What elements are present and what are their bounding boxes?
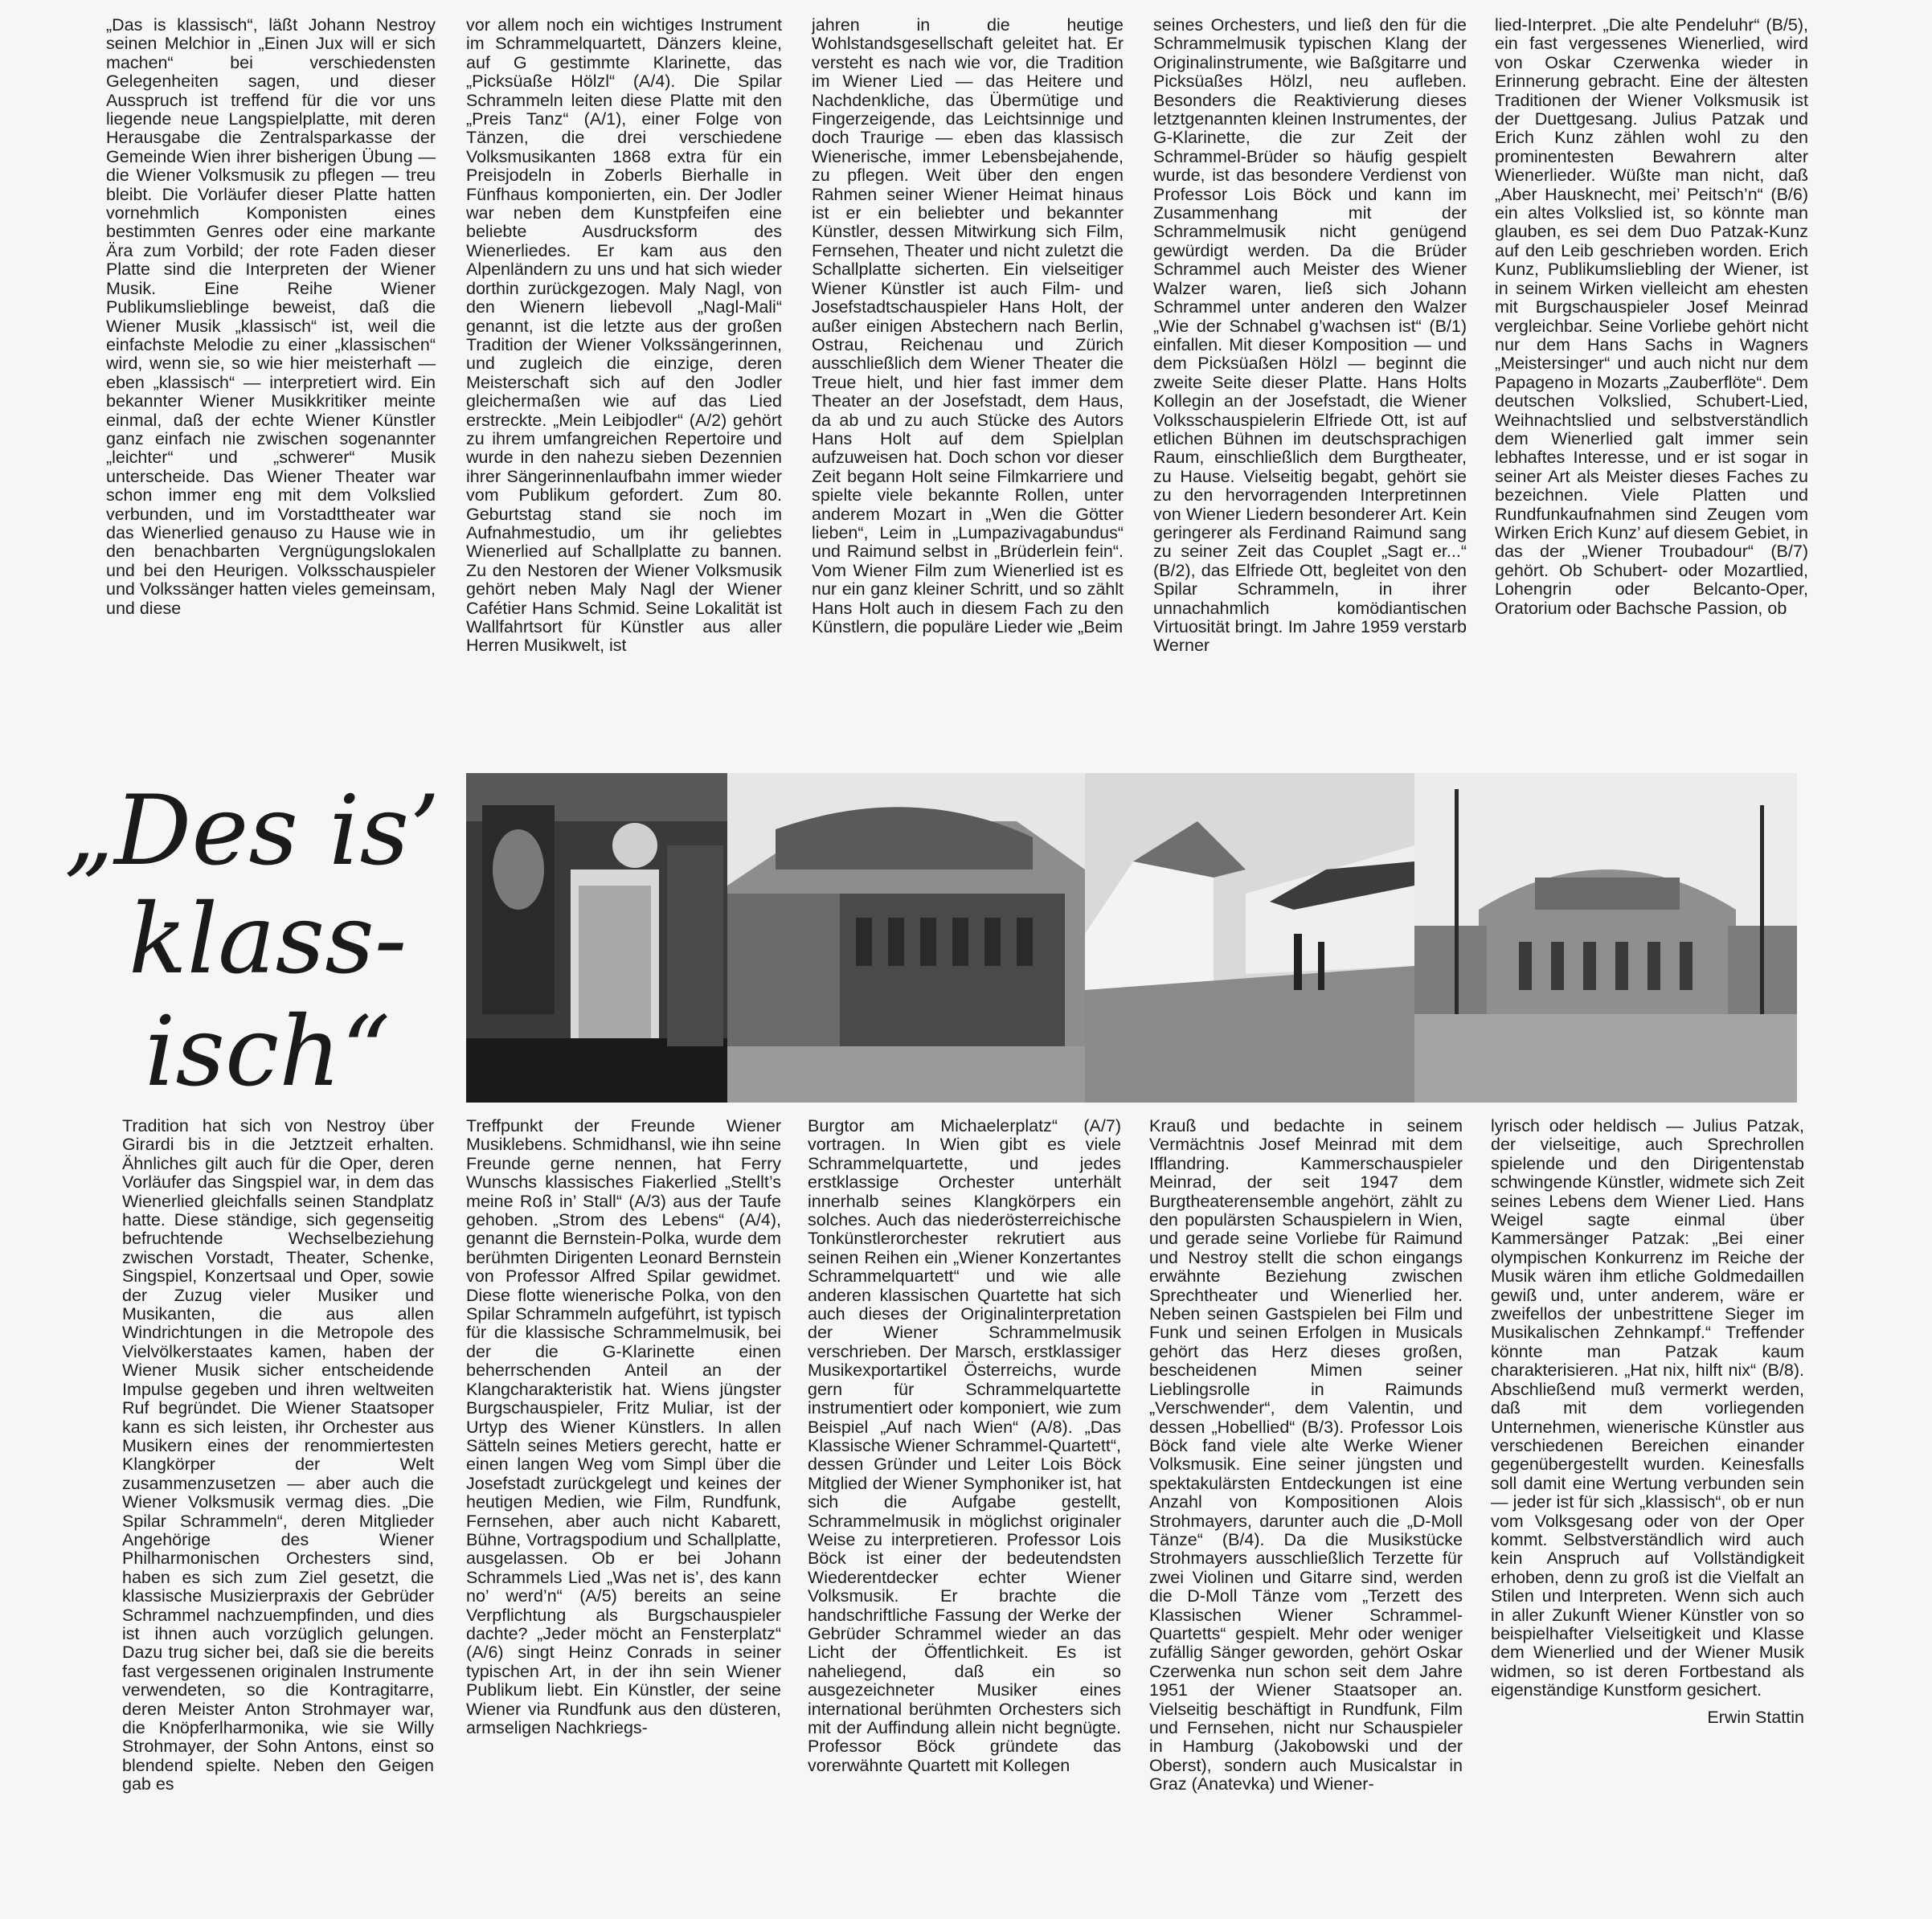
title-line-1: „Des is’ — [64, 775, 440, 887]
title-line-3: isch“ — [145, 996, 391, 1108]
photo-strip — [466, 773, 1797, 1103]
burgtheater-photo — [1414, 773, 1797, 1103]
column-top-3: jahren in die heutige Wohlstandsgesellschaft geleitet hat. Er versteht es nach wie vor, die Tradition im Wiener Lied — das Heitere und Nachdenkliche, das Übermütige und Fingerzeigende, das Leichtsinnige und doch Traurige — eben das klassisch Wienerische, immer Lebensbejahende, zu pflegen. Weit über den engen Rahmen seiner Wiener Heimat hinaus ist er ein beliebter und bekannter Künstler, dessen Mitwirkung sich Film, Fernsehen, Theater und nicht zuletzt die Schallplatte sicherten. Ein vielseitiger Wiener Künstler ist auch Film- und Josefstadtschauspieler Hans Holt, der außer einigen Abstechern nach Berlin, Ostrau, Reichenau und Zürich ausschließlich dem Wiener Theater die Treue hielt, und hier fast immer dem Theater an der Josefstadt, dem Haus, da ab und zu auch Stücke des Autors Hans Holt auf dem Spielplan aufzuweisen hat. Doch schon vor dieser Zeit begann Holt seine Filmkarriere und spielte viele bekannte Rollen, unter anderem Mozart in „Wen die Götter lieben“, Leim in „Lumpazivagabundus“ und Raimund selbst in „Brüderlein fein“. Vom Wiener Film zum Wienerlied ist es nur ein ganz kleiner Schritt, und so zählt Hans Holt auch in diesem Fach zu den Künstlern, die populäre Lieder wie „Beim — [812, 16, 1124, 636]
column-bottom-4: Krauß und bedachte in seinem Vermächtnis Josef Meinrad mit dem Ifflandring. Kammerschauspieler Meinrad, der seit 1947 dem Burgtheaterensemble angehört, zählt zu den populärsten Schauspielern in Wien, und gerade seine Vorliebe für Raimund und Nestroy stellt die schon eingangs erwähnte Beziehung zwischen Sprechtheater und Wienerlied her. Neben seinen Gastspielen bei Film und Funk und seinen Erfolgen in Musicals gehört das Herz dieses großen, bescheidenen Mimen seiner Lieblingsrolle in Raimunds „Verschwender“, dem Valentin, und dessen „Hobellied“ (B/3). Professor Lois Böck fand viele alte Werke Wiener Volksmusik. Eine seiner jüngsten und spektakulärsten Entdeckungen ist eine Anzahl von Kompositionen Alois Strohmayers, darunter auch die „D-Moll Tänze“ (B/4). Da die Musikstücke Strohmayers ausschließlich Terzette für zwei Violinen und Gitarre sind, werden die D-Moll Tänze vom „Terzett des Klassischen Wiener Schrammel-Quartetts“ gespielt. Mehr oder weniger zufällig Sänger geworden, gehört Oskar Czerwenka nun schon seit dem Jahre 1951 der Wiener Staatsoper an. Vielseitig beschäftigt in Rundfunk, Film und Fernsehen, nicht nur Schauspieler in Hamburg (Jakobowski und der Oberst), sondern auch Musicalstar in Graz (Anatevka) und Wiener- — [1149, 1117, 1463, 1794]
column-top-2: vor allem noch ein wichtiges Instrument im Schrammelquartett, Dänzers kleine, auf G gestimmte Klarinette, das „Picksüaße Hölzl“ (A/4). Die Spilar Schrammeln leiten diese Platte mit den „Preis Tanz“ (A/1), einer Folge von Tänzen, die drei verschiedene Volksmusikanten 1868 extra für ein Preisjodeln in Zoberls Bierhalle in Fünfhaus komponierten, ein. Der Jodler war neben dem Kunstpfeifen eine beliebte Ausdrucksform des Wienerliedes. Er kam aus den Alpenländern zu uns und hat sich wieder dorthin zurückgezogen. Maly Nagl, von den Wienern liebevoll „Nagl-Mali“ genannt, ist die letzte aus der großen Tradition der Wiener Volkssängerinnen, und zugleich die einzige, deren Meisterschaft sich auf den Jodler gleichermaßen wie auf das Lied erstreckte. „Mein Leibjodler“ (A/2) gehört zu ihrem umfangreichen Repertoire und wurde in den nahezu sieben Dezennien ihrer Sängerinnenlaufbahn immer wieder vom Publikum gefordert. Zum 80. Geburtstag stand sie noch im Aufnahmestudio, um ihr geliebtes Wienerlied auf Schallplatte zu bannen. Zu den Nestoren der Wiener Volksmusik gehört neben Maly Nagl der Wiener Cafétier Hans Schmid. Seine Lokalität ist Wallfahrtsort für Künstler aus aller Herren Musikwelt, ist — [466, 16, 782, 656]
column-top-5: lied-Interpret. „Die alte Pendeluhr“ (B/5), ein fast vergessenes Wienerlied, wird von Oskar Czerwenka wieder in Erinnerung gebracht. Eine der ältesten Traditionen der Wiener Volksmusik ist der Duettgesang. Julius Patzak und Erich Kunz zählen wohl zu den prominentesten Bewahrern alter Wienerlieder. Wüßte man nicht, daß „Aber Hausknecht, mei’ Peitsch’n“ (B/6) ein altes Volkslied ist, so könnte man glauben, es sei dem Duo Patzak-Kunz auf den Leib geschrieben worden. Erich Kunz, Publikumsliebling der Wiener, ist in seinem Wirken vielleicht am ehesten mit Burgschauspieler Josef Meinrad vergleichbar. Seine Vorliebe gehört nicht nur dem Hans Sachs in Wagners „Meistersinger“ und auch nicht nur dem Papageno in Mozarts „Zauberflöte“. Dem deutschen Volkslied, Schubert-Lied, Weihnachtslied und selbstverständlich dem Wienerlied galt immer sein lebhaftes Interesse, und er ist sogar in seiner Art als Meister dieses Faches zu bezeichnen. Viele Platten und Rundfunkaufnahmen sind Zeugen vom Wirken Erich Kunz’ auf diesem Gebiet, in das der „Wiener Troubadour“ (B/7) gehört. Ob Schubert- oder Mozartlied, Lohengrin oder Belcanto-Oper, Oratorium oder Bachsche Passion, ob — [1495, 16, 1808, 618]
author-signature: Erwin Stattin — [1707, 1707, 1804, 1727]
column-bottom-1: Tradition hat sich von Nestroy über Girardi bis in die Jetztzeit erhalten. Ähnliches gilt auch für die Oper, deren Vorläufer das Singspiel war, in dem das Wienerlied gleichfalls seinen Standplatz hatte. Diese ständige, sich gegenseitig befruchtende Wechselbeziehung zwischen Vorstadt, Theater, Schenke, Singspiel, Konzertsaal und Oper, sowie der Zuzug vieler Musiker und Musikanten, die aus allen Windrichtungen in die Metropole des Vielvölkerstaates kamen, haben der Wiener Musik sicher entscheidende Impulse gegeben und ihren weltweiten Ruf begründet. Die Wiener Staatsoper kann es sich leisten, ihr Orchester aus Musikern eines der renommiertesten Klangkörper der Welt zusammenzusetzen — aber auch die Wiener Volksmusik vermag dies. „Die Spilar Schrammeln“, deren Mitglieder Angehörige des Wiener Philharmonischen Orchesters sind, haben es sich zum Ziel gesetzt, die klassische Musizierpraxis der Gebrüder Schrammel nachzuempfinden, und dies ist ihnen auch vorzüglich gelungen. Dazu trug sicher bei, daß sie die bereits fast vergessenen originalen Instrumente verwendeten, so die Kontragitarre, deren Meister Anton Strohmayer war, die Knöpferlharmonika, wie sie Willy Strohmayer, der Sohn Antons, einst so blendend spielte. Neben den Geigen gab es — [122, 1117, 434, 1794]
opera-house-photo — [727, 773, 1085, 1103]
title-line-2: klass- — [129, 884, 407, 996]
column-bottom-3: Burgtor am Michaelerplatz“ (A/7) vortragen. In Wien gibt es viele Schrammelquartette, und jedes erstklassige Orchester unterhält innerhalb seines Klangkörpers ein solches. Auch das niederösterreichische Tonkünstlerorchester rekrutiert aus seinen Reihen ein „Wiener Konzertantes Schrammelquartett“ und wie alle anderen klassischen Quartette hat sich auch dieses der Originalinterpretation der Wiener Schrammelmusik verschrieben. Der Marsch, erstklassiger Musikexportartikel Österreichs, wurde gern für Schrammelquartette instrumentiert oder komponiert, wie zum Beispiel „Auf nach Wien“ (A/8). „Das Klassische Wiener Schrammel-Quartett“, dessen Gründer und Leiter Lois Böck Mitglied der Wiener Symphoniker ist, hat sich die Aufgabe gestellt, Schrammelmusik in möglichst originaler Weise zu interpretieren. Professor Lois Böck ist einer der bedeutendsten Wiederentdecker echter Wiener Volksmusik. Er brachte die handschriftliche Fassung der Werke der Gebrüder Schrammel wieder an das Licht der Öffentlichkeit. Es ist naheliegend, daß ein so ausgezeichneter Musiker eines international berühmten Orchesters sich mit der Auffindung allein nicht begnügte. Professor Böck gründete das vorerwähnte Quartett mit Kollegen — [808, 1117, 1121, 1775]
column-bottom-2: Treffpunkt der Freunde Wiener Musiklebens. Schmidhansl, wie ihn seine Freunde gerne nennen, hat Ferry Wunschs klassisches Fiakerlied „Stellt’s meine Roß in’ Stall“ (A/3) aus der Taufe gehoben. „Strom des Lebens“ (A/4), genannt die Bernstein-Polka, wurde dem berühmten Dirigenten Leonard Bernstein von Professor Alfred Spilar gewidmet. Diese flotte wienerische Polka, von den Spilar Schrammeln aufgeführt, ist typisch für die klassische Schrammelmusik, bei der die G-Klarinette einen beherrschenden Anteil an der Klangcharakteristik hat. Wiens jüngster Burgschauspieler, Fritz Muliar, ist der Urtyp des Wiener Künstlers. In allen Sätteln seines Metiers gerecht, hatte er einen langen Weg vom Simpl über die Josefstadt zurückgelegt und keines der heutigen Medien, wie Film, Rundfunk, Fernsehen, aber auch nicht Kabarett, Bühne, Vortragspodium und Schallplatte, ausgelassen. Ob er bei Johann Schrammels Lied „Was net is’, des kann no’ werd’n“ (A/5) bereits an seine Verpflichtung als Burgschauspieler dachte? „Jeder möcht an Fensterplatz“ (A/6) singt Heinz Conrads in seiner typischen Art, in der ihn sein Wiener Publikum liebt. Ein Künstler, der seine Wiener via Rundfunk aus den düsteren, armseligen Nachkriegs- — [466, 1117, 781, 1737]
column-top-1: „Das is klassisch“, läßt Johann Nestroy seinen Melchior in „Einen Jux will er sich machen“ bei verschiedensten Gelegenheiten sagen, und dieser Ausspruch ist treffend für die vor uns liegende neue Langspielplatte, mit deren Herausgabe die Zentralsparkasse der Gemeinde Wien ihrer bisherigen Übung — die Wiener Volksmusik zu pflegen — treu bleibt. Die Vorläufer dieser Platte hatten vornehmlich Komponisten eines bestimmten Genres oder eine markante Ära zum Vorbild; der rote Faden dieser Platte sind die Interpreten der Wiener Musik. Eine Reihe Wiener Publikumslieblinge beweist, daß die Wiener Musik „klassisch“ ist, weil die einfachste Melodie zu einer „klassischen“ wird, wenn sie, so wie hier meisterhaft — eben „klassisch“ — interpretiert wird. Ein bekannter Wiener Musikkritiker meinte einmal, daß der echte Wiener Künstler ganz einfach nie zwischen sogenannter „leichter“ und „schwerer“ Musik unterscheide. Das Wiener Theater war schon immer eng mit dem Volkslied verbunden, und im Vorstadttheater war das Wienerlied genauso zu Hause wie in den benachbarten Vergnügungslokalen und bei den Heurigen. Volksschauspieler und Volkssänger hatten vieles gemeinsam, und diese — [106, 16, 436, 618]
heurigen-street-photo — [1085, 773, 1414, 1103]
column-bottom-5-text: lyrisch oder heldisch — Julius Patzak, der vielseitige, auch Sprechrollen spielende und den Dirigentenstab schwingende Künstler, widmete sich Zeit seines Lebens dem Wiener Lied. Hans Weigel sagte einmal über Kammersänger Patzak: „Bei einer olympischen Konkurrenz im Reiche der Musik wären ihm etliche Goldmedaillen gewiß und, unter anderem, wäre er zweifellos der unbestrittene Sieger im Musikalischen Zehnkampf.“ Treffender könnte man Patzak kaum charakterisieren. „Hat nix, hilft nix“ (B/8). Abschließend muß vermerkt werden, daß mit dem vorliegenden Unternehmen, wienerische Künstler aus verschiedenen Bereichen einander gegenübergestellt wurden. Keinesfalls soll damit eine Wertung verbunden sein — jeder ist für sich „klassisch“, ob er nun vom Volksgesang oder von der Oper kommt. Selbstverständlich wird auch kein Anspruch auf Vollständigkeit erhoben, denn zu groß ist die Vielfalt an Stilen und Interpreten. Wenn sich auch in aller Zukunft Wiener Künstler von so beispielhafter Vielseitigkeit und Klasse dem Wienerlied und der Wiener Musik widmen, so ist deren Fortbestand als eigenständige Kunstform gesichert. — [1491, 1117, 1804, 1700]
headline-title — [56, 767, 458, 1113]
palace-interior-photo — [466, 773, 727, 1103]
column-top-4: seines Orchesters, und ließ den für die Schrammelmusik typischen Klang der Originalinstrumente, wie Baßgitarre und Picksüaßes Hölzl, neu aufleben. Besonders die Reaktivierung dieses letztgenannten kleinen Instrumentes, der G-Klarinette, die zur Zeit der Schrammel-Brüder so häufig gespielt wurde, ist das besondere Verdienst von Professor Lois Böck und kann im Zusammenhang mit der Schrammelmusik nicht genügend gewürdigt werden. Da die Brüder Schrammel auch Meister des Wiener Walzer waren, ließ sich Johann Schrammel unter anderen den Walzer „Wie der Schnabel g’wachsen ist“ (B/1) einfallen. Mit dieser Komposition — und dem Picksüaßen Hölzl — beginnt die zweite Seite dieser Platte. Hans Holts Kollegin an der Josefstadt, die Wiener Volksschauspielerin Elfriede Ott, ist auf etlichen Bühnen im deutschsprachigen Raum, einschließlich dem Burgtheater, zu Hause. Vielseitig begabt, gehört sie zu den hervorragenden Interpretinnen von Wiener Liedern besonderer Art. Kein geringerer als Ferdinand Raimund sang zu seiner Zeit das Couplet „Sagt er...“ (B/2), das Elfriede Ott, begleitet von den Spilar Schrammeln, in ihrer unnachahmlich komödiantischen Virtuosität bringt. Im Jahre 1959 verstarb Werner — [1153, 16, 1467, 656]
column-bottom-5 — [1491, 1117, 1804, 1913]
